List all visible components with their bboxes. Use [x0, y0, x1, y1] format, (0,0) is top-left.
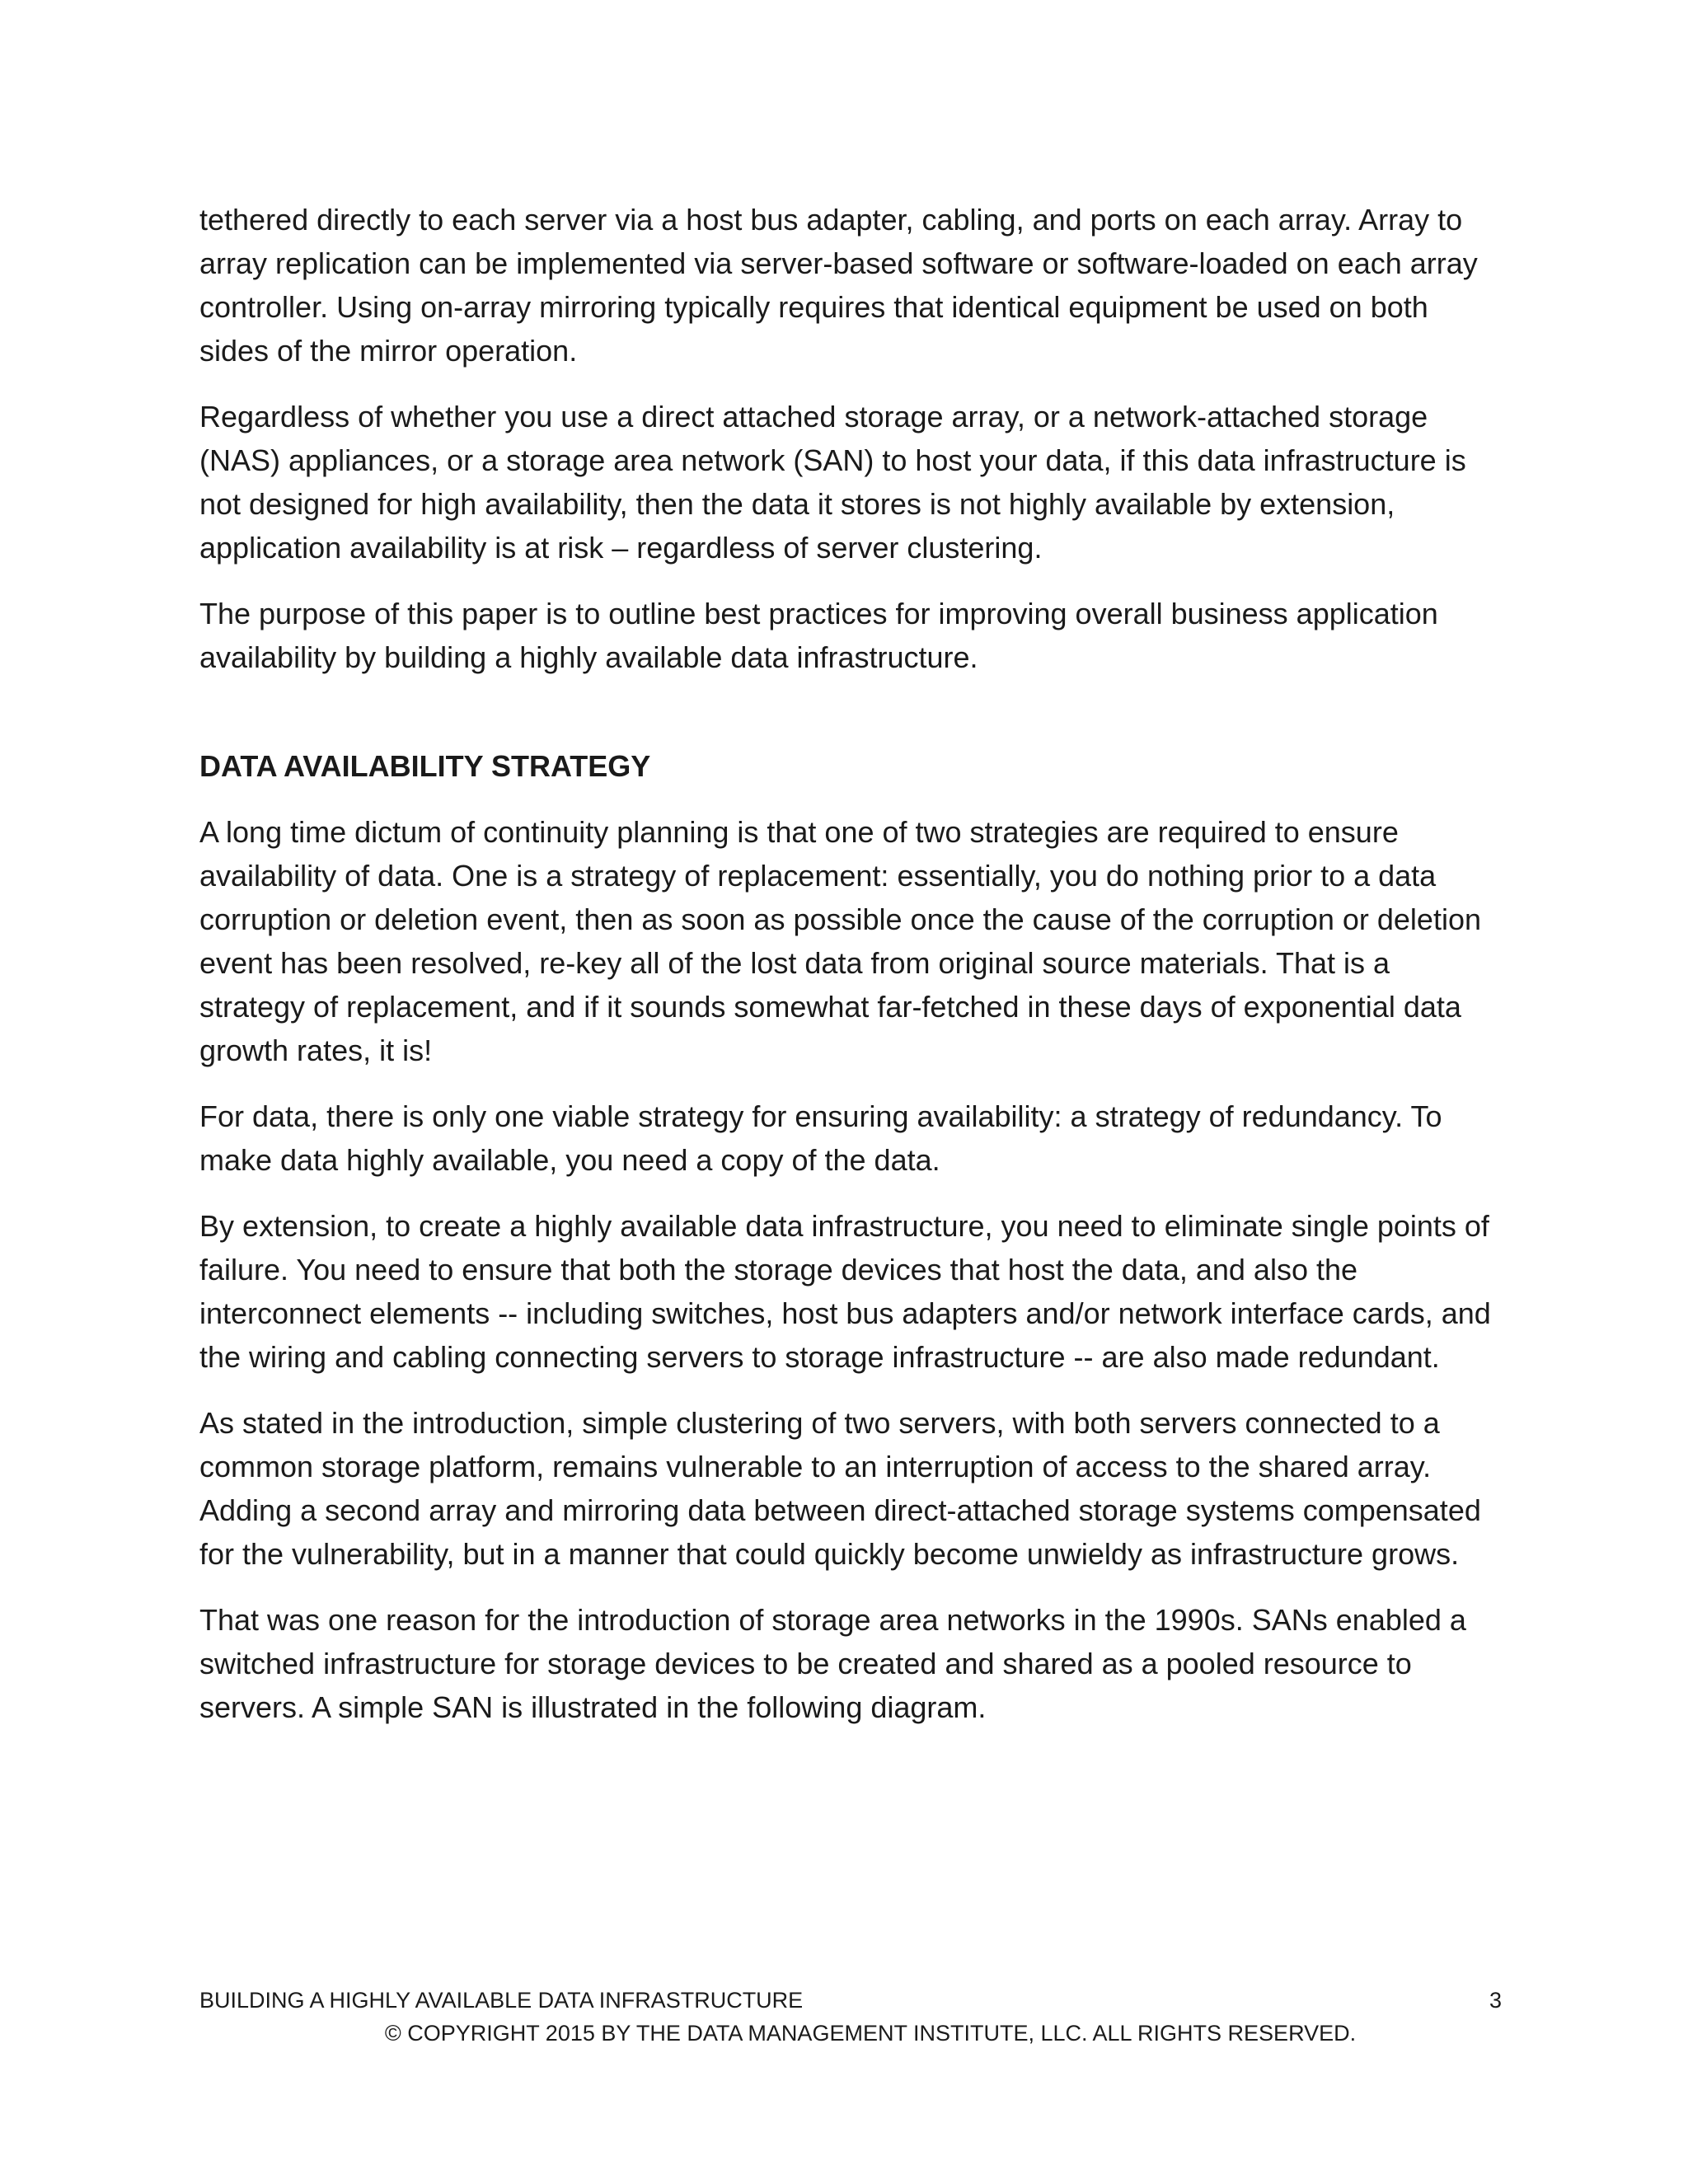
paragraph: As stated in the introduction, simple clustering of two servers, with both servers connected to a common storage platform, remains vulnerable to an interruption of access to the shared array. Adding a second array and mirroring data between direct-attached storage systems compensated for the vulnerability, but in a manner that could quickly become unwieldy as infrastructure grows. [199, 1406, 1481, 1571]
paragraph: A long time dictum of continuity planning is that one of two strategies are required to ensure availability of data. One is a strategy of replacement: essentially, you do nothing prior to a data corruption or deletion event, then as soon as possible once the cause of the corruption or deletion event has been resolved, re-key all of the lost data from original source materials. That is a strategy of replacement, and if it sounds somewhat far-fetched in these days of exponential data growth rates, it is! [199, 815, 1481, 1067]
body-content [199, 198, 1502, 1751]
page-footer [199, 1984, 1502, 2050]
paragraph: The purpose of this paper is to outline best practices for improving overall business application availability by building a highly available data infrastructure. [199, 597, 1438, 674]
paragraph: By extension, to create a highly available data infrastructure, you need to eliminate single points of failure. You need to ensure that both the storage devices that host the data, and also the interconnect elements -- including switches, host bus adapters and/or network interface cards, and the wiring and cabling connecting servers to storage infrastructure -- are also made redundant. [199, 1209, 1491, 1374]
paragraph: tethered directly to each server via a host bus adapter, cabling, and ports on each array. Array to array replication can be implemented via server-based software or software-loaded on each array controller. Using on-array mirroring typically requires that identical equipment be used on both sides of the mirror operation. [199, 203, 1478, 368]
paragraph: That was one reason for the introduction of storage area networks in the 1990s. SANs enabled a switched infrastructure for storage devices to be created and shared as a pooled resource to servers. A simple SAN is illustrated in the following diagram. [199, 1603, 1466, 1724]
paragraph: For data, there is only one viable strategy for ensuring availability: a strategy of redundancy. To make data highly available, you need a copy of the data. [199, 1099, 1442, 1177]
footer-copyright: © COPYRIGHT 2015 BY THE DATA MANAGEMENT INSTITUTE, LLC. ALL RIGHTS RESERVED. [384, 2021, 1357, 2046]
paragraph: Regardless of whether you use a direct attached storage array, or a network-attached storage (NAS) appliances, or a storage area network (SAN) to host your data, if this data infrastructure is not designed for high availability, then the data it stores is not highly available by extension, application availability is at risk – regardless of server clustering. [199, 400, 1466, 565]
section-heading: DATA AVAILABILITY STRATEGY [199, 749, 651, 783]
footer-row [199, 1984, 1502, 2017]
footer-title: BUILDING A HIGHLY AVAILABLE DATA INFRASTRUCTURE [199, 1988, 804, 2013]
page-number: 3 [1489, 1988, 1502, 2013]
